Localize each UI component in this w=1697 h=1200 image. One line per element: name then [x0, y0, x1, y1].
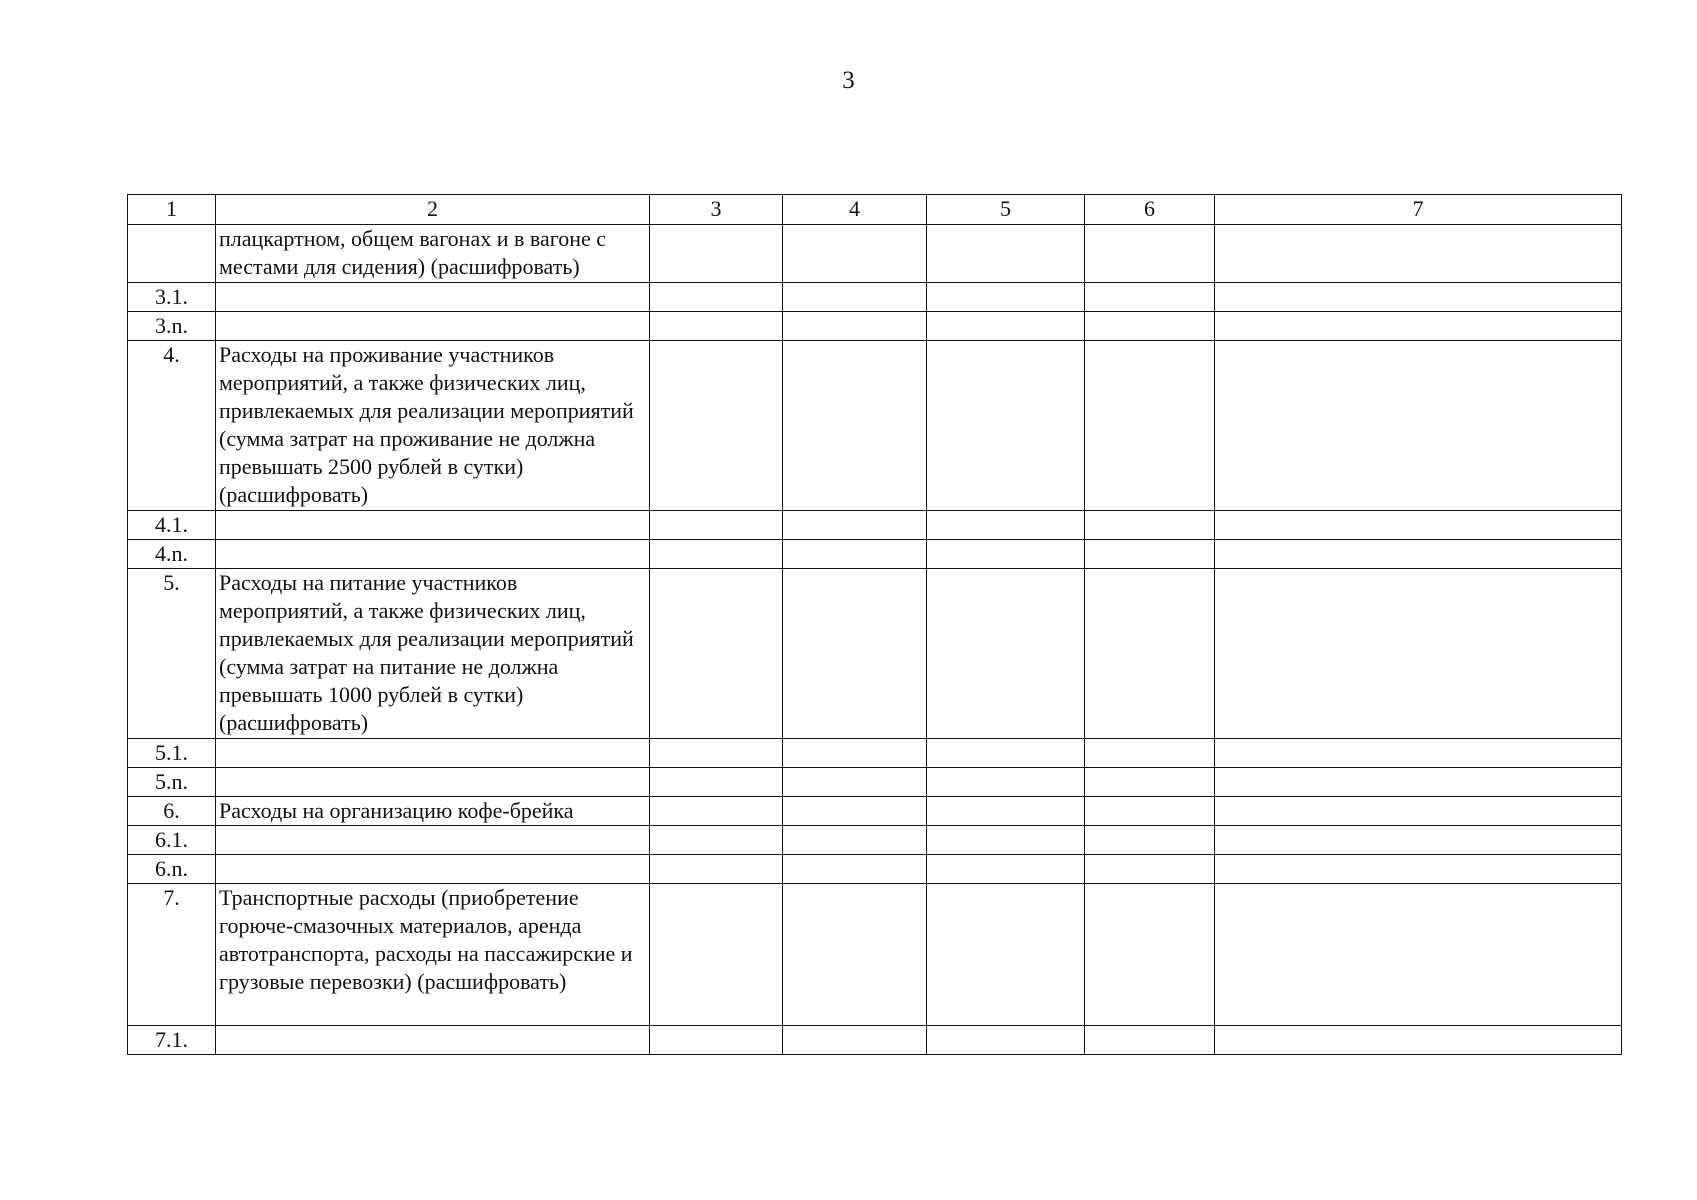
table-row — [128, 739, 1622, 768]
row-description-cell — [216, 511, 650, 540]
row-description-cell: Расходы на проживание участников мероприятий, а также физических лиц, привлекаемых для реализации мероприятий (сумма затрат на проживание не должна превышать 2500 рублей в сутки) (расшифровать) — [216, 341, 650, 511]
value-cell — [650, 826, 783, 855]
table-row — [128, 884, 1622, 1026]
value-cell — [783, 283, 927, 312]
row-number-cell: 5.1. — [128, 739, 216, 768]
value-cell — [927, 540, 1085, 569]
row-number-cell: 4. — [128, 341, 216, 511]
table-row — [128, 225, 1622, 283]
value-cell — [650, 855, 783, 884]
value-cell — [927, 283, 1085, 312]
row-description-cell — [216, 312, 650, 341]
row-number-cell: 5. — [128, 569, 216, 739]
table-header-row — [128, 195, 1622, 225]
value-cell — [1085, 768, 1215, 797]
page-number: 3 — [842, 67, 855, 94]
value-cell — [783, 826, 927, 855]
table-row — [128, 768, 1622, 797]
value-cell — [783, 797, 927, 826]
value-cell — [650, 511, 783, 540]
value-cell — [1085, 884, 1215, 1026]
value-cell — [650, 283, 783, 312]
value-cell — [783, 569, 927, 739]
value-cell — [650, 768, 783, 797]
row-number-cell: 7. — [128, 884, 216, 1026]
row-description-cell — [216, 739, 650, 768]
value-cell — [1215, 768, 1622, 797]
column-header: 4 — [783, 195, 927, 225]
value-cell — [927, 225, 1085, 283]
value-cell — [1215, 225, 1622, 283]
value-cell — [927, 739, 1085, 768]
row-number-cell: 3.n. — [128, 312, 216, 341]
table-row — [128, 855, 1622, 884]
column-header: 7 — [1215, 195, 1622, 225]
value-cell — [1215, 884, 1622, 1026]
value-cell — [1215, 797, 1622, 826]
value-cell — [650, 1026, 783, 1055]
value-cell — [650, 739, 783, 768]
table-row — [128, 283, 1622, 312]
value-cell — [1085, 283, 1215, 312]
row-number-cell: 4.1. — [128, 511, 216, 540]
value-cell — [650, 312, 783, 341]
value-cell — [1215, 826, 1622, 855]
table-row — [128, 341, 1622, 511]
row-number-cell: 4.n. — [128, 540, 216, 569]
value-cell — [1085, 855, 1215, 884]
value-cell — [927, 312, 1085, 341]
row-number-cell: 5.n. — [128, 768, 216, 797]
column-header: 5 — [927, 195, 1085, 225]
value-cell — [650, 569, 783, 739]
table-row — [128, 540, 1622, 569]
row-description-cell: Расходы на организацию кофе-брейка — [216, 797, 650, 826]
value-cell — [1085, 225, 1215, 283]
row-description-cell — [216, 1026, 650, 1055]
table-row — [128, 797, 1622, 826]
row-number-cell: 7.1. — [128, 1026, 216, 1055]
value-cell — [1085, 341, 1215, 511]
row-description-cell: Транспортные расходы (приобретение горюче-смазочных материалов, аренда автотранспорта, расходы на пассажирские и грузовые перевозки) (расшифровать) — [216, 884, 650, 1026]
table-row — [128, 569, 1622, 739]
value-cell — [927, 884, 1085, 1026]
row-description-cell: Расходы на питание участников мероприятий, а также физических лиц, привлекаемых для реализации мероприятий (сумма затрат на питание не должна превышать 1000 рублей в сутки) (расшифровать) — [216, 569, 650, 739]
row-description-cell — [216, 540, 650, 569]
value-cell — [1215, 312, 1622, 341]
value-cell — [1085, 312, 1215, 341]
value-cell — [783, 341, 927, 511]
value-cell — [783, 855, 927, 884]
value-cell — [927, 1026, 1085, 1055]
table-row — [128, 1026, 1622, 1055]
expense-table — [127, 194, 1622, 1055]
value-cell — [1085, 826, 1215, 855]
value-cell — [650, 540, 783, 569]
value-cell — [783, 768, 927, 797]
row-description-cell — [216, 826, 650, 855]
row-description-cell — [216, 768, 650, 797]
value-cell — [927, 341, 1085, 511]
value-cell — [927, 826, 1085, 855]
value-cell — [1215, 283, 1622, 312]
value-cell — [650, 341, 783, 511]
row-description-cell — [216, 855, 650, 884]
row-description-cell: плацкартном, общем вагонах и в вагоне с местами для сидения) (расшифровать) — [216, 225, 650, 283]
value-cell — [650, 225, 783, 283]
table-row — [128, 826, 1622, 855]
value-cell — [1215, 511, 1622, 540]
value-cell — [1215, 855, 1622, 884]
value-cell — [1085, 1026, 1215, 1055]
row-number-cell: 6.n. — [128, 855, 216, 884]
value-cell — [1215, 540, 1622, 569]
value-cell — [783, 312, 927, 341]
table-row — [128, 312, 1622, 341]
value-cell — [1215, 341, 1622, 511]
value-cell — [927, 768, 1085, 797]
column-header: 3 — [650, 195, 783, 225]
value-cell — [1085, 569, 1215, 739]
value-cell — [783, 540, 927, 569]
value-cell — [783, 884, 927, 1026]
value-cell — [1215, 569, 1622, 739]
column-header: 1 — [128, 195, 216, 225]
value-cell — [927, 855, 1085, 884]
value-cell — [1215, 739, 1622, 768]
value-cell — [1085, 540, 1215, 569]
row-number-cell — [128, 225, 216, 283]
value-cell — [783, 739, 927, 768]
value-cell — [927, 511, 1085, 540]
value-cell — [927, 797, 1085, 826]
value-cell — [1085, 511, 1215, 540]
column-header: 2 — [216, 195, 650, 225]
row-number-cell: 6. — [128, 797, 216, 826]
value-cell — [783, 225, 927, 283]
row-description-cell — [216, 283, 650, 312]
row-number-cell: 6.1. — [128, 826, 216, 855]
value-cell — [1215, 1026, 1622, 1055]
column-header: 6 — [1085, 195, 1215, 225]
value-cell — [927, 569, 1085, 739]
value-cell — [783, 511, 927, 540]
value-cell — [650, 884, 783, 1026]
value-cell — [1085, 739, 1215, 768]
value-cell — [1085, 797, 1215, 826]
value-cell — [650, 797, 783, 826]
table-row — [128, 511, 1622, 540]
value-cell — [783, 1026, 927, 1055]
row-number-cell: 3.1. — [128, 283, 216, 312]
